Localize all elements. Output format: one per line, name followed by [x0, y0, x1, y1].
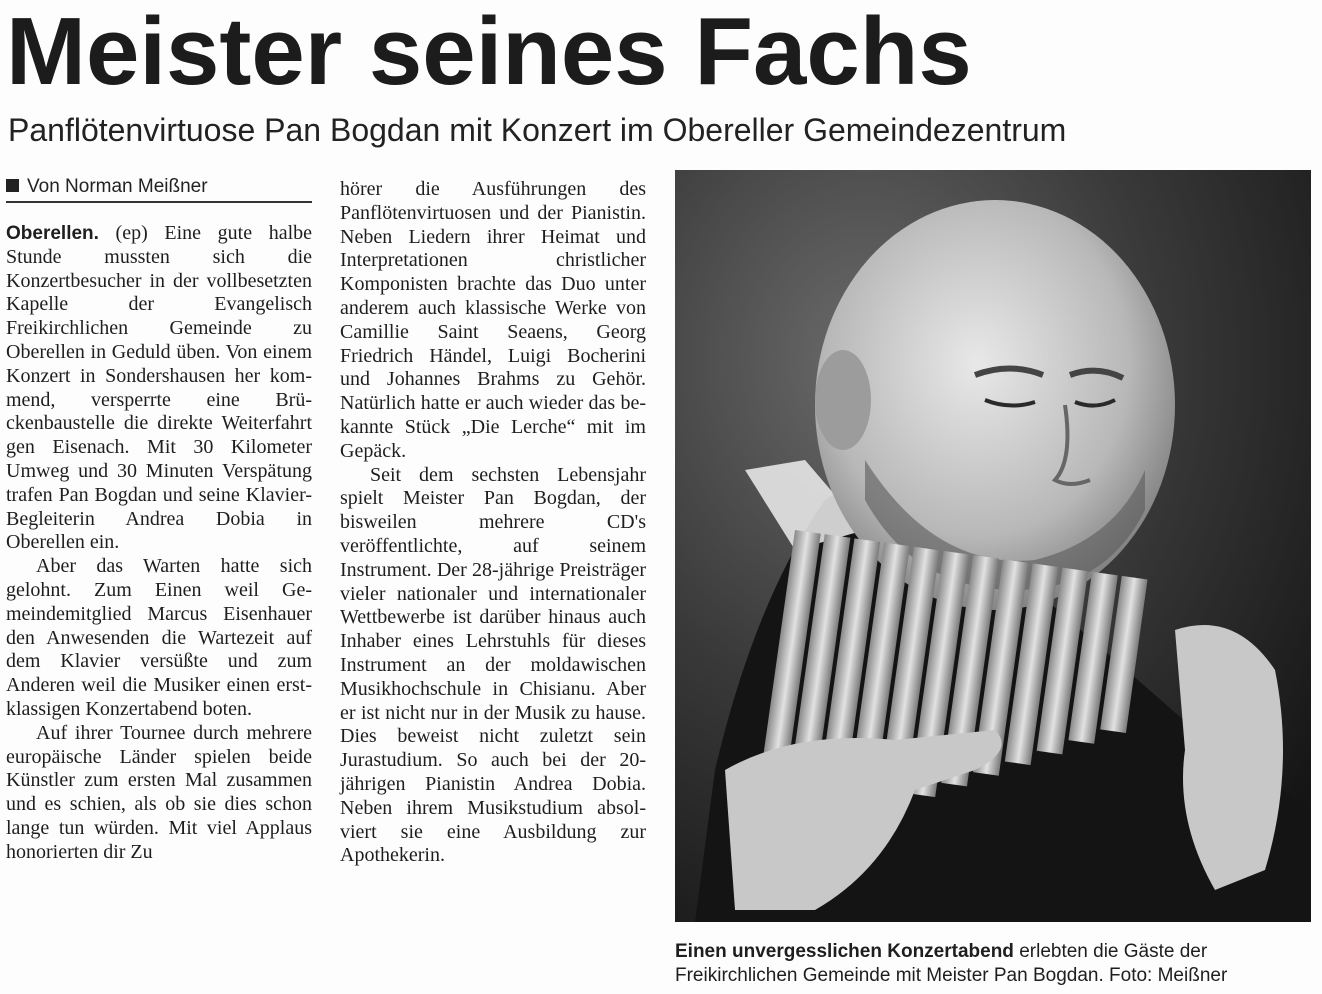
- caption-lead: Einen unvergesslichen Konzertabend: [675, 941, 1014, 962]
- subheadline: Panflötenvirtuose Pan Bogdan mit Konzert im Obereller Gemeindezentrum: [8, 112, 1067, 148]
- paragraph-2: Aber das Warten hatte sich gelohnt. Zum Einen weil Gemeindemitglied Marcus Eisenhauer den Anwesenden die Wartezeit auf dem Klavier versüßte und zum Anderen weil die Musiker einen erstklassigen Konzertabend boten.: [6, 555, 312, 720]
- photo-caption: [675, 940, 1315, 988]
- byline-square-icon: [6, 179, 19, 192]
- byline: [6, 175, 312, 203]
- byline-author: Von Norman Meißner: [27, 176, 208, 197]
- column-1: [6, 222, 312, 865]
- caption-line-1-rest: erlebten die Gäste der: [1013, 941, 1208, 962]
- caption-line-1: [675, 940, 1315, 964]
- column-2: [340, 178, 646, 868]
- paragraph-1: [6, 222, 312, 555]
- paragraph-4: Seit dem sechsten Lebensjahr spielt Meister Pan Bogdan, der bisweilen mehrere CD's veröffentlichte, auf seinem Instrument. Der 28-jährige Preisträger vieler nationaler und internationaler Wettbewerbe ist darüber hinaus auch Inhaber eines Lehrstuhls für dieses Instrument an der moldawischen Musikhochschule in Chisianu. Aber er ist nicht nur in der Musik zu hause. Dies beweist nicht zuletzt sein Jurastudium. So auch bei der 20-jährigen Pianistin Andrea Dobia. Neben ihrem Musikstudium absolviert sie eine Ausbildung zur Apothekerin.: [340, 463, 646, 867]
- caption-line-2: Freikirchlichen Gemeinde mit Meister Pan Bogdan. Foto: Meißner: [675, 965, 1228, 986]
- paragraph-1-text: (ep) Eine gute halbe Stunde mussten sich die Konzertbesucher in der vollbesetzten Kapelle der Evangelisch Freikirchlichen Gemeinde zu Oberellen in Geduld üben. Von einem Konzert in Sondershausen her kommend, versperrte eine Brückenbaustelle die direkte Weiterfahrt gen Eisenach. Mit 30 Kilometer Umweg und 30 Minuten Verspätung trafen Pan Bogdan und seine Klavier-Begleiterin Andrea Dobia in Oberellen ein.: [6, 222, 313, 554]
- photo-illustration-icon: [675, 170, 1311, 922]
- headline: Meister seines Fachs: [6, 0, 972, 105]
- dateline: Oberellen.: [6, 223, 99, 244]
- paragraph-3-continued: hörer die Ausführungen des Panflötenvirtuosen und der Pianistin. Neben Liedern ihrer Heimat und Interpretationen christlicher Komponisten brachte das Duo unter anderem auch klassische Werke von Camillie Saint Seaens, Georg Friedrich Händel, Luigi Bocherini und Johannes Brahms zu Gehör. Natürlich hatte er auch wieder das bekannte Stück „Die Lerche“ mit im Gepäck.: [340, 178, 646, 462]
- panflute-player-photo: [675, 170, 1311, 922]
- paragraph-3: Auf ihrer Tournee durch mehrere europäische Länder spielen beide Künstler zum ersten Mal zusammen und es schien, als ob sie dies schon lange tun würden. Mit viel Applaus honorierten dir Zu: [6, 721, 312, 863]
